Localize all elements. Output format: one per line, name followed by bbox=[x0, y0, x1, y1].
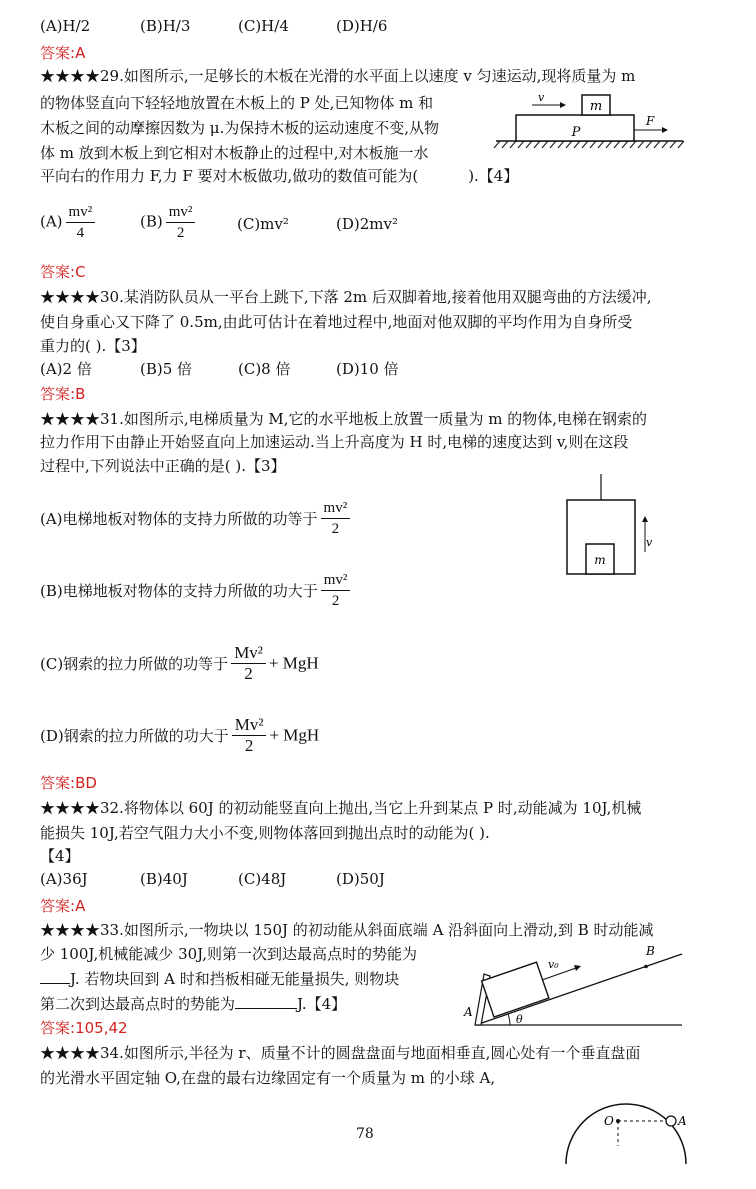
q34-text-line1: ★★★★34.如图所示,半径为 r、质量不计的圆盘盘面与地面相垂直,圆心处有一个垂直盘面 bbox=[40, 1044, 641, 1062]
q33-answer: 答案:105,42 bbox=[40, 1019, 128, 1037]
q31-elevator-figure bbox=[560, 472, 653, 578]
q33-text-line3: J. 若物块回到 A 时和挡板相碰无能量损失, 则物块 bbox=[40, 968, 399, 990]
label-v: v bbox=[646, 536, 653, 549]
q29-text-line3: 木板之间的动摩擦因数为 μ.为保持木板的运动速度不变,从物 bbox=[40, 119, 440, 137]
q28-answer: 答案:A bbox=[40, 44, 86, 62]
q30-option-a: (A)2 倍 bbox=[40, 360, 92, 378]
label-b: B bbox=[646, 944, 655, 958]
angle-arc bbox=[508, 1014, 510, 1025]
q28-option-d: (D)H/6 bbox=[336, 17, 388, 35]
q30-option-d: (D)10 倍 bbox=[336, 360, 399, 378]
disc-arc bbox=[566, 1104, 686, 1164]
label-m: m bbox=[589, 99, 603, 114]
q29-text-line1: ★★★★29.如图所示,一足够长的木板在光滑的水平面上以速度 v 匀速运动,现将质量为 m bbox=[40, 67, 636, 85]
q29-option-a-numerator: mv² bbox=[66, 202, 96, 223]
q33-slope-figure bbox=[460, 940, 690, 1032]
q33-text-line1: ★★★★33.如图所示,一物块以 150J 的初动能从斜面底端 A 沿斜面向上滑动,到 B 时动能减 bbox=[40, 921, 654, 939]
ground-hatch bbox=[494, 141, 684, 148]
ball-a bbox=[666, 1116, 676, 1126]
q32-option-c: (C)48J bbox=[238, 870, 287, 888]
label-p: P bbox=[571, 125, 581, 140]
q29-option-a-denominator: 4 bbox=[76, 225, 85, 241]
q31-option-d: (D)钢索的拉力所做的功大于 $\frac{\text{Mv²}}{2}$ + MgH bbox=[40, 715, 320, 755]
q30-text-line1: ★★★★30.某消防队员从一平台上跳下,下落 2m 后双脚着地,接着他用双腿弯曲的方法缓冲, bbox=[40, 288, 652, 306]
q28-option-c: (C)H/4 bbox=[238, 17, 289, 35]
q29-answer: 答案:C bbox=[40, 263, 86, 281]
label-v0: v₀ bbox=[548, 958, 559, 971]
label-f: F bbox=[646, 114, 655, 128]
q29-text-line2: 的物体竖直向下轻轻地放置在木板上的 P 处,已知物体 m 和 bbox=[40, 94, 434, 112]
q30-option-c: (C)8 倍 bbox=[238, 360, 291, 378]
q29-text-line5: 平向右的作用力 F,力 F 要对木板做功,做功的数值可能为( ).【4】 bbox=[40, 167, 519, 185]
q32-text-line1: ★★★★32.将物体以 60J 的初动能竖直向上抛出,当它上升到某点 P 时,动能减为 10J,机械 bbox=[40, 799, 642, 817]
q33-blank-2[interactable] bbox=[235, 993, 297, 1009]
label-m: m bbox=[594, 553, 606, 567]
label-a: A bbox=[464, 1005, 473, 1019]
q32-text-line3: 【4】 bbox=[40, 847, 80, 865]
q29-option-b-denominator: 2 bbox=[176, 225, 185, 241]
q29-option-b-numerator: mv² bbox=[166, 202, 196, 223]
q32-option-a: (A)36J bbox=[40, 870, 88, 888]
point-b bbox=[644, 965, 648, 969]
q30-option-b: (B)5 倍 bbox=[140, 360, 193, 378]
q33-text-line4: 第二次到达最高点时的势能为 J.【4】 bbox=[40, 995, 347, 1013]
q33-text-line2: 少 100J,机械能减少 30J,则第一次到达最高点时的势能为 bbox=[40, 945, 418, 963]
q32-option-d: (D)50J bbox=[336, 870, 385, 888]
q28-option-a: (A)H/2 bbox=[40, 17, 91, 35]
label-a: A bbox=[678, 1114, 687, 1128]
label-v: v bbox=[538, 91, 545, 104]
q30-text-line3: 重力的( ).【3】 bbox=[40, 337, 146, 355]
q29-option-c: (C)mv² bbox=[237, 215, 289, 233]
q29-board-figure bbox=[488, 90, 688, 160]
q31-option-c: (C)钢索的拉力所做的功等于 $\frac{\text{Mv²}}{2}$ + MgH bbox=[40, 643, 319, 683]
q31-option-b: (B)电梯地板对物体的支持力所做的功大于 $\frac{\text{mv²}}{2}$ bbox=[40, 570, 353, 611]
q32-text-line2: 能损失 10J,若空气阻力大小不变,则物体落回到抛出点时的动能为( ). bbox=[40, 824, 490, 842]
axis-o bbox=[616, 1119, 620, 1123]
q28-option-b: (B)H/3 bbox=[140, 17, 191, 35]
label-o: O bbox=[604, 1114, 614, 1128]
q32-option-b: (B)40J bbox=[140, 870, 188, 888]
q29-text-line4: 体 m 放到木板上到它相对木板静止的过程中,对木板施一水 bbox=[40, 144, 429, 162]
q32-answer: 答案:A bbox=[40, 897, 86, 915]
q31-text-line3: 过程中,下列说法中正确的是( ).【3】 bbox=[40, 457, 286, 475]
q33-blank-1[interactable] bbox=[40, 968, 70, 984]
q34-text-line2: 的光滑水平固定轴 O,在盘的最右边缘固定有一个质量为 m 的小球 A, bbox=[40, 1069, 496, 1087]
q31-text-line2: 拉力作用下由静止开始竖直向上加速运动.当上升高度为 H 时,电梯的速度达到 v,则在这段 bbox=[40, 433, 629, 451]
page-number: 78 bbox=[356, 1126, 374, 1142]
q30-text-line2: 使自身重心又下降了 0.5m,由此可估计在着地过程中,地面对他双脚的平均作用为自身所受 bbox=[40, 313, 633, 331]
q29-option-a: (A) $\frac{\text{mv²}}{4}$ bbox=[40, 202, 98, 243]
q31-answer: 答案:BD bbox=[40, 774, 97, 792]
q29-option-d: (D)2mv² bbox=[336, 215, 398, 233]
q29-option-b: (B) $\frac{\text{mv²}}{2}$ bbox=[140, 202, 198, 243]
q30-answer: 答案:B bbox=[40, 385, 86, 403]
q31-option-a: (A)电梯地板对物体的支持力所做的功等于 $\frac{\text{mv²}}{2}$ bbox=[40, 498, 353, 539]
q31-text-line1: ★★★★31.如图所示,电梯质量为 M,它的水平地板上放置一质量为 m 的物体,电梯在钢索的 bbox=[40, 410, 648, 428]
label-theta: θ bbox=[516, 1013, 523, 1026]
q34-disc-figure bbox=[556, 1066, 696, 1166]
block bbox=[482, 962, 549, 1017]
